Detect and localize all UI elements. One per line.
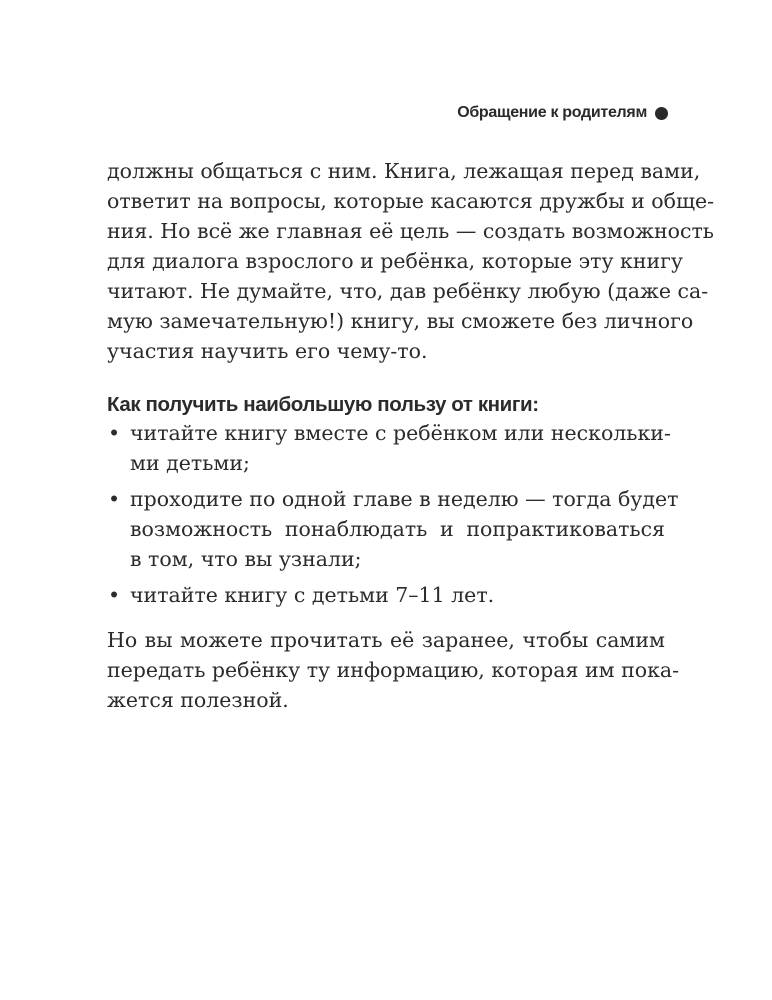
paragraph-line: жется полезной.: [107, 688, 289, 712]
list-item-line: проходите по одной главе в неделю — тогда будет: [130, 487, 679, 511]
paragraph-line: Но вы можете прочитать её заранее, чтобы самим: [107, 628, 665, 652]
tips-heading: Как получить наибольшую пользу от книги:: [107, 393, 539, 416]
list-item: [107, 418, 671, 478]
body-paragraph-2: [107, 625, 680, 715]
list-item-line: читайте книгу с детьми 7–11 лет.: [130, 583, 495, 607]
list-item: [107, 484, 679, 574]
bullet-icon: •: [108, 583, 121, 607]
list-item-line: возможность понаблюдать и попрактиковаться: [130, 517, 665, 541]
bullet-dot-icon: [655, 107, 668, 120]
list-item-line: читайте книгу вместе с ребёнком или нескольки-: [130, 421, 671, 445]
paragraph-line: для диалога взрослого и ребёнка, которые эту книгу: [107, 249, 683, 273]
bullet-icon: •: [108, 421, 121, 445]
paragraph-line: участия научить его чему-то.: [107, 339, 428, 363]
paragraph-line: читают. Не думайте, что, дав ребёнку любую (даже са-: [107, 279, 709, 303]
list-item-line: ми детьми;: [130, 451, 250, 475]
paragraph-line: мую замечательную!) книгу, вы сможете без личного: [107, 309, 694, 333]
body-paragraph-1: [107, 156, 715, 366]
running-header: [457, 104, 668, 122]
list-item: [107, 580, 665, 610]
paragraph-line: должны общаться с ним. Книга, лежащая перед вами,: [107, 159, 701, 183]
list-item-line: в том, что вы узнали;: [130, 547, 362, 571]
paragraph-line: передать ребёнку ту информацию, которая им пока-: [107, 658, 680, 682]
bullet-icon: •: [108, 487, 121, 511]
paragraph-line: ответит на вопросы, которые касаются дружбы и обще-: [107, 189, 715, 213]
paragraph-line: ния. Но всё же главная её цель — создать возможность: [107, 219, 714, 243]
running-header-title: Обращение к родителям: [457, 104, 647, 121]
tips-list: [107, 418, 679, 616]
